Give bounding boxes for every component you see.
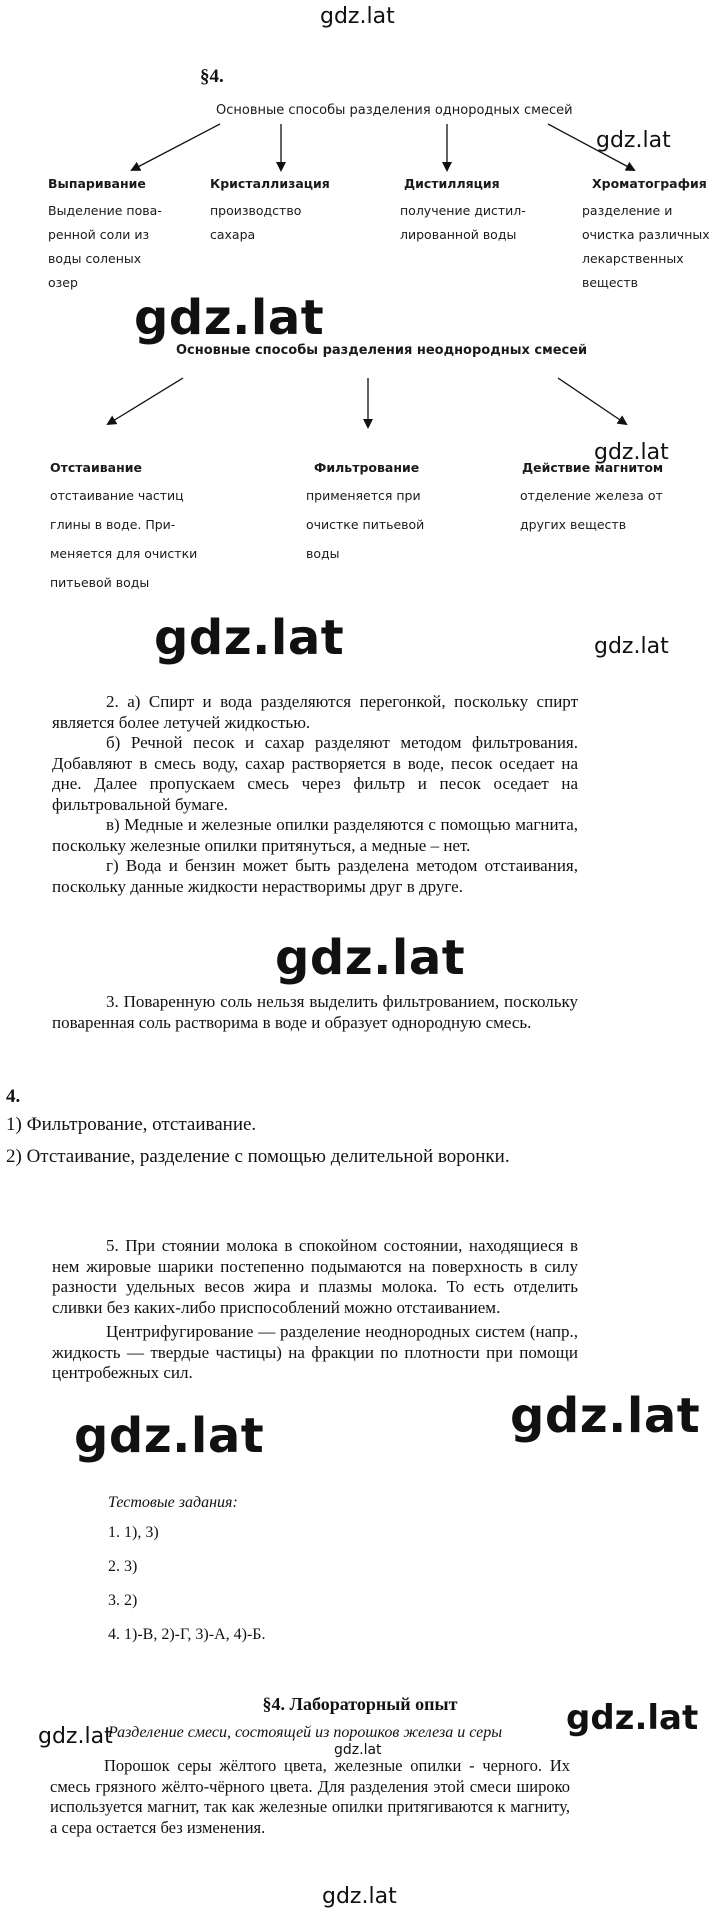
lab-text: Порошок серы жёлтого цвета, железные опилки - черного. Их смесь грязного жёлто-чёрного цвета. Для разделения этой смеси широко используется магнит, так как железные опилки притягиваются к магниту, а сера остается без изменения. [50, 1756, 570, 1837]
test-item: 4. 1)-В, 2)-Г, 3)-А, 4)-Б. [108, 1626, 266, 1643]
task-5 [52, 1236, 578, 1384]
method-filtration-line: очистке питьевой [306, 517, 425, 532]
watermark-section5-right: gdz.lat [510, 1388, 701, 1444]
heterogeneous-title: Основные способы разделения неоднородных смесей [176, 343, 588, 358]
watermark-lab-small: gdz.lat [334, 1742, 382, 1758]
method-chromatography-name: Хроматография [592, 176, 707, 191]
watermark-middle-big: gdz.lat [275, 930, 466, 986]
watermark-top: gdz.lat [320, 4, 395, 29]
watermark-lab-right: gdz.lat [566, 1698, 699, 1738]
task-2-b: б) Речной песок и сахар разделяют методом фильтрования. Добавляют в смесь воду, сахар растворяется в воде, песок оседает на дне. Далее пропускаем смесь через фильтр и песок оседает на фильтровальной бумаге. [52, 733, 578, 814]
watermark-diagram2-big: gdz.lat [154, 610, 345, 666]
method-settling-line: питьевой воды [50, 575, 150, 590]
watermark-section5-left: gdz.lat [74, 1408, 265, 1464]
method-evaporation [48, 176, 162, 295]
method-chromatography-line: веществ [582, 275, 639, 290]
watermark-diagram2-right-top: gdz.lat [594, 440, 669, 465]
task-2 [52, 692, 578, 897]
method-evaporation-line: Выделение пова- [48, 203, 162, 218]
method-chromatography-line: очистка различных [582, 227, 710, 242]
arrow-chromatography [548, 124, 634, 170]
watermark-diagram2-right-bottom: gdz.lat [594, 634, 669, 659]
method-evaporation-line: озер [48, 275, 78, 290]
method-evaporation-line: ренной соли из [48, 227, 150, 242]
method-settling-line: меняется для очистки [50, 546, 198, 561]
task-5-p1: 5. При стоянии молока в спокойном состоянии, находящиеся в нем жировые шарики постепенно подымаются на поверхность в силу разности удельных весов жира и плазмы молока. То есть отделить сливки без каких-либо приспособлений можно отстаиванием. [52, 1236, 578, 1317]
task-4-number: 4. [6, 1086, 21, 1107]
tests-block [108, 1494, 265, 1653]
method-magnet-line: отделение железа от [520, 488, 663, 503]
test-item: 1. 1), 3) [108, 1524, 159, 1541]
watermark-lab-left: gdz.lat [38, 1724, 113, 1749]
watermark-diagram1-big: gdz.lat [134, 290, 325, 346]
method-filtration-line: применяется при [306, 488, 421, 503]
method-filtration-line: воды [306, 546, 340, 561]
task-5-p2: Центрифугирование — разделение неоднородных систем (напр., жидкость — твердые частицы) на фракции по плотности при помощи центробежных сил. [52, 1322, 578, 1382]
task-4-line-2: 2) Отстаивание, разделение с помощью делительной воронки. [6, 1146, 510, 1167]
method-crystallization-line: производство [210, 203, 302, 218]
method-crystallization [210, 176, 330, 247]
method-magnet-name: Действие магнитом [522, 460, 664, 475]
method-filtration [306, 460, 424, 568]
lab-text-block [50, 1756, 570, 1838]
method-chromatography-line: разделение и [582, 203, 673, 218]
test-item: 3. 2) [108, 1592, 138, 1609]
section-number: §4. [200, 66, 224, 87]
method-magnet-line: других веществ [520, 517, 627, 532]
method-distillation [400, 176, 526, 247]
method-distillation-line: получение дистил- [400, 203, 526, 218]
watermark-diagram1-right: gdz.lat [596, 128, 671, 153]
method-crystallization-line: сахара [210, 227, 256, 242]
task-4-line-1: 1) Фильтрование, отстаивание. [6, 1114, 257, 1135]
homogeneous-title: Основные способы разделения однородных смесей [216, 103, 573, 118]
method-filtration-name: Фильтрование [314, 460, 420, 475]
method-chromatography [582, 176, 710, 295]
tests-heading: Тестовые задания: [108, 1494, 238, 1511]
task-2-c: в) Медные и железные опилки разделяются с помощью магнита, поскольку железные опилки притянуться, а медные – нет. [52, 815, 578, 855]
method-evaporation-name: Выпаривание [48, 176, 146, 191]
watermark-bottom: gdz.lat [322, 1884, 397, 1909]
method-distillation-name: Дистилляция [404, 176, 500, 191]
lab-subtitle: Разделение смеси, состоящей из порошков железа и серы [108, 1724, 503, 1741]
method-crystallization-name: Кристаллизация [210, 176, 330, 191]
method-distillation-line: лированной воды [400, 227, 517, 242]
arrow-evaporation [132, 124, 220, 170]
test-item: 2. 3) [108, 1558, 138, 1575]
method-settling-name: Отстаивание [50, 460, 142, 475]
method-settling [50, 460, 197, 597]
method-evaporation-line: воды соленых [48, 251, 142, 266]
task-3 [52, 992, 578, 1033]
method-chromatography-line: лекарственных [582, 251, 684, 266]
arrow-magnet [558, 378, 626, 424]
lab-title: §4. Лабораторный опыт [262, 1694, 458, 1714]
task-2-d: г) Вода и бензин может быть разделена методом отстаивания, поскольку данные жидкости нерастворимы друг в друге. [52, 856, 578, 896]
method-magnet [520, 460, 663, 539]
task-2-a: 2. а) Спирт и вода разделяются перегонкой, поскольку спирт является более летучей жидкостью. [52, 692, 578, 732]
method-settling-line: отстаивание частиц [50, 488, 184, 503]
method-settling-line: глины в воде. При- [50, 517, 176, 532]
arrow-settling [108, 378, 183, 424]
task-3-text: 3. Поваренную соль нельзя выделить фильтрованием, поскольку поваренная соль растворима в воде и образует однородную смесь. [52, 992, 578, 1032]
